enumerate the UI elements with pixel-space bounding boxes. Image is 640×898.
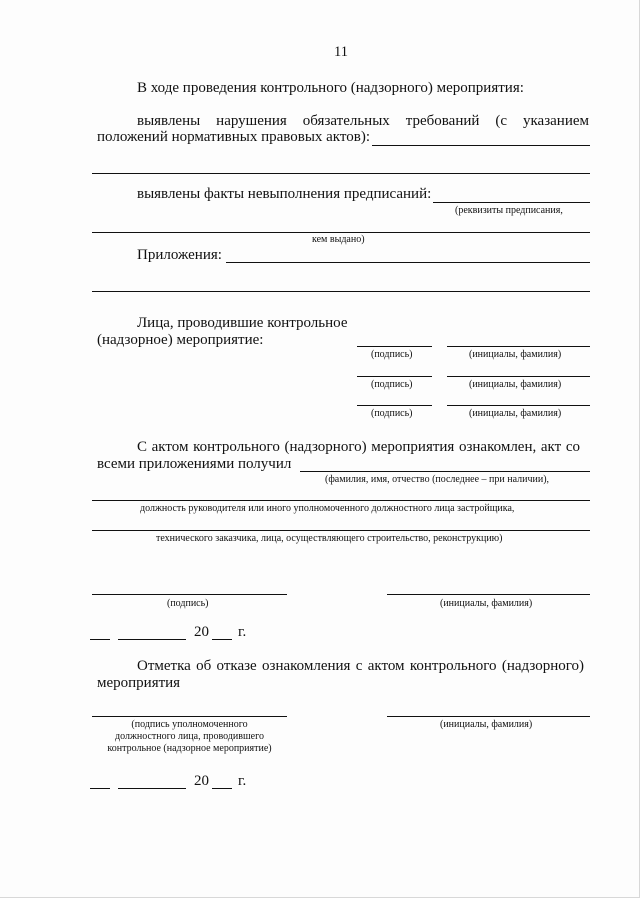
refusal-signature-line — [92, 716, 287, 717]
non-compliance-label: выявлены факты невыполнения предписаний: — [137, 186, 432, 202]
refusal-name-line — [387, 716, 590, 717]
acquainted-date-month-line — [118, 639, 186, 640]
inspector-1-name-line — [447, 346, 590, 347]
refusal-date-suffix: г. — [238, 773, 247, 789]
acquainted-signature-caption: (подпись) — [167, 598, 209, 609]
attachments-fill-line-2 — [92, 291, 590, 292]
non-compliance-fill-line — [433, 202, 590, 203]
inspector-2-name-caption: (инициалы, фамилия) — [469, 379, 562, 390]
acquainted-text-line1: С актом контрольного (надзорного) мероприятия ознакомлен, акт со — [137, 439, 580, 455]
inspector-3-signature-caption: (подпись) — [371, 408, 413, 419]
inspector-3-name-line — [447, 405, 590, 406]
violations-fill-line-2 — [92, 173, 590, 174]
refusal-text-line2: мероприятия — [97, 675, 181, 691]
refusal-signature-caption-3: контрольное (надзорное мероприятие) — [107, 743, 272, 754]
refusal-signature-caption-2: должностного лица, проводившего — [115, 731, 264, 742]
inspectors-label-1: Лица, проводившие контрольное — [137, 315, 348, 331]
inspector-3-name-caption: (инициалы, фамилия) — [469, 408, 562, 419]
inspector-2-signature-caption: (подпись) — [371, 379, 413, 390]
acquainted-date-year: 20 — [194, 624, 209, 640]
inspector-1-signature-line — [357, 346, 432, 347]
refusal-date-day-line — [90, 788, 110, 789]
acquainted-caption-1: (фамилия, имя, отчество (последнее – при наличии), — [325, 474, 550, 485]
refusal-date-year: 20 — [194, 773, 209, 789]
refusal-date-month-line — [118, 788, 186, 789]
non-compliance-caption-2: кем выдано) — [312, 234, 365, 245]
acquainted-fill-line-3 — [92, 530, 590, 531]
acquainted-date-year-line — [212, 639, 232, 640]
page-number: 11 — [334, 44, 348, 60]
refusal-signature-caption-1: (подпись уполномоченного — [131, 719, 248, 730]
intro-text: В ходе проведения контрольного (надзорного) мероприятия: — [137, 80, 524, 96]
refusal-name-caption: (инициалы, фамилия) — [440, 719, 533, 730]
inspector-1-signature-caption: (подпись) — [371, 349, 413, 360]
violations-text-line2: положений нормативных правовых актов): — [97, 129, 371, 145]
acquainted-fill-line-1 — [300, 471, 590, 472]
acquainted-caption-3: технического заказчика, лица, осуществляющего строительство, реконструкцию) — [156, 533, 503, 544]
attachments-label: Приложения: — [137, 247, 222, 263]
non-compliance-caption-1: (реквизиты предписания, — [455, 205, 563, 216]
inspector-2-name-line — [447, 376, 590, 377]
violations-fill-line-1 — [372, 145, 590, 146]
acquainted-date-suffix: г. — [238, 624, 247, 640]
acquainted-fill-line-2 — [92, 500, 590, 501]
inspector-3-signature-line — [357, 405, 432, 406]
non-compliance-fill-line-2 — [92, 232, 590, 233]
violations-text-line1: выявлены нарушения обязательных требований (с указанием — [137, 113, 589, 129]
refusal-date-year-line — [212, 788, 232, 789]
acquainted-name-caption: (инициалы, фамилия) — [440, 598, 533, 609]
inspector-2-signature-line — [357, 376, 432, 377]
inspectors-label-2: (надзорное) мероприятие: — [97, 332, 264, 348]
attachments-fill-line-1 — [226, 262, 590, 263]
acquainted-text-line2: всеми приложениями получил — [97, 456, 292, 472]
acquainted-signature-line — [92, 594, 287, 595]
acquainted-name-line — [387, 594, 590, 595]
acquainted-date-day-line — [90, 639, 110, 640]
inspector-1-name-caption: (инициалы, фамилия) — [469, 349, 562, 360]
acquainted-caption-2: должность руководителя или иного уполномоченного должностного лица застройщика, — [140, 503, 515, 514]
refusal-text-line1: Отметка об отказе ознакомления с актом контрольного (надзорного) — [137, 658, 584, 674]
